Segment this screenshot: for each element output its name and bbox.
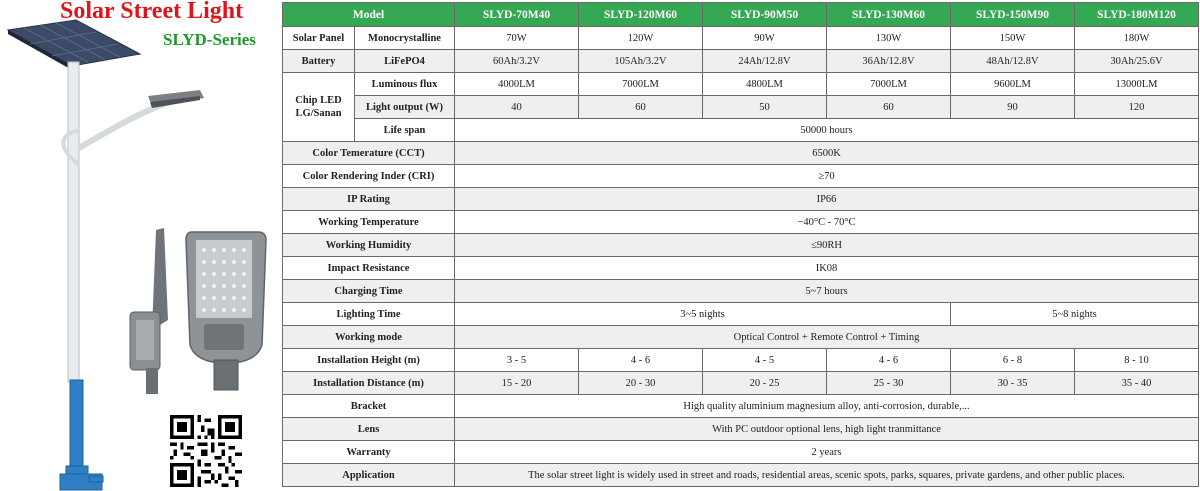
height-value: 8 - 10	[1075, 349, 1199, 372]
cct-value: 6500K	[455, 142, 1199, 165]
row-battery	[283, 50, 1199, 73]
solar-panel-value: 180W	[1075, 27, 1199, 50]
humidity-value: ≤90RH	[455, 234, 1199, 257]
lamp-side-image	[130, 228, 168, 394]
luminous-flux-label: Luminous flux	[355, 73, 455, 96]
row-impact-resistance	[283, 257, 1199, 280]
humidity-label: Working Humidity	[283, 234, 455, 257]
header-model-3: SLYD-90M50	[703, 3, 827, 27]
height-value: 6 - 8	[951, 349, 1075, 372]
luminous-flux-value: 13000LM	[1075, 73, 1199, 96]
row-life-span	[283, 119, 1199, 142]
battery-value: 36Ah/12.8V	[827, 50, 951, 73]
light-output-value: 60	[579, 96, 703, 119]
ip-label: IP Rating	[283, 188, 455, 211]
row-lens	[283, 418, 1199, 441]
header-model-4: SLYD-130M60	[827, 3, 951, 27]
solar-panel-value: 70W	[455, 27, 579, 50]
lighting-value: 3~5 nights	[455, 303, 951, 326]
luminous-flux-value: 4800LM	[703, 73, 827, 96]
battery-value: 105Ah/3.2V	[579, 50, 703, 73]
page-title: Solar Street Light	[60, 0, 244, 24]
light-output-value: 60	[827, 96, 951, 119]
bracket-label: Bracket	[283, 395, 455, 418]
luminous-flux-value: 7000LM	[827, 73, 951, 96]
lamp-front-image	[186, 232, 266, 390]
row-bracket	[283, 395, 1199, 418]
lens-label: Lens	[283, 418, 455, 441]
header-model-2: SLYD-120M60	[579, 3, 703, 27]
impact-label: Impact Resistance	[283, 257, 455, 280]
row-installation-distance	[283, 372, 1199, 395]
row-light-output	[283, 96, 1199, 119]
lighting-label: Lighting Time	[283, 303, 455, 326]
light-output-label: Light output (W)	[355, 96, 455, 119]
battery-value: 24Ah/12.8V	[703, 50, 827, 73]
row-lighting-time	[283, 303, 1199, 326]
temperature-label: Working Temperature	[283, 211, 455, 234]
row-solar-panel	[283, 27, 1199, 50]
row-working-mode	[283, 326, 1199, 349]
cct-label: Color Temerature (CCT)	[283, 142, 455, 165]
header-model-1: SLYD-70M40	[455, 3, 579, 27]
spec-table	[282, 2, 1199, 487]
chip-led-label: Chip LED LG/Sanan	[283, 73, 355, 142]
solar-panel-value: 120W	[579, 27, 703, 50]
cri-label: Color Rendering Inder (CRI)	[283, 165, 455, 188]
charging-value: 5~7 hours	[455, 280, 1199, 303]
working-mode-label: Working mode	[283, 326, 455, 349]
row-warranty	[283, 441, 1199, 464]
battery-value: 48Ah/12.8V	[951, 50, 1075, 73]
height-label: Installation Height (m)	[283, 349, 455, 372]
luminous-flux-value: 9600LM	[951, 73, 1075, 96]
solar-panel-label: Solar Panel	[283, 27, 355, 50]
battery-type: LiFePO4	[355, 50, 455, 73]
height-value: 4 - 6	[827, 349, 951, 372]
light-output-value: 50	[703, 96, 827, 119]
luminous-flux-value: 7000LM	[579, 73, 703, 96]
header-model-6: SLYD-180M120	[1075, 3, 1199, 27]
row-cct	[283, 142, 1199, 165]
distance-value: 20 - 25	[703, 372, 827, 395]
light-output-value: 120	[1075, 96, 1199, 119]
solar-panel-value: 150W	[951, 27, 1075, 50]
distance-value: 30 - 35	[951, 372, 1075, 395]
life-span-value: 50000 hours	[455, 119, 1199, 142]
lighting-value: 5~8 nights	[951, 303, 1199, 326]
life-span-label: Life span	[355, 119, 455, 142]
charging-label: Charging Time	[283, 280, 455, 303]
row-ip-rating	[283, 188, 1199, 211]
battery-value: 60Ah/3.2V	[455, 50, 579, 73]
height-value: 4 - 5	[703, 349, 827, 372]
distance-value: 15 - 20	[455, 372, 579, 395]
luminous-flux-value: 4000LM	[455, 73, 579, 96]
ip-value: IP66	[455, 188, 1199, 211]
lens-value: With PC outdoor optional lens, high light tranmittance	[455, 418, 1199, 441]
battery-value: 30Ah/25.6V	[1075, 50, 1199, 73]
temperature-value: −40°C - 70°C	[455, 211, 1199, 234]
row-application	[283, 464, 1199, 487]
warranty-value: 2 years	[455, 441, 1199, 464]
application-label: Application	[283, 464, 455, 487]
distance-value: 25 - 30	[827, 372, 951, 395]
header-model-5: SLYD-150M90	[951, 3, 1075, 27]
cri-value: ≥70	[455, 165, 1199, 188]
warranty-label: Warranty	[283, 441, 455, 464]
row-working-humidity	[283, 234, 1199, 257]
row-working-temperature	[283, 211, 1199, 234]
table-header-row	[283, 3, 1199, 27]
product-panel	[0, 0, 282, 491]
solar-panel-type: Monocrystalline	[355, 27, 455, 50]
distance-value: 20 - 30	[579, 372, 703, 395]
distance-value: 35 - 40	[1075, 372, 1199, 395]
row-luminous-flux	[283, 73, 1199, 96]
header-model-label: Model	[283, 3, 455, 27]
series-subtitle: SLYD-Series	[163, 30, 256, 49]
height-value: 3 - 5	[455, 349, 579, 372]
solar-panel-value: 130W	[827, 27, 951, 50]
row-charging-time	[283, 280, 1199, 303]
height-value: 4 - 6	[579, 349, 703, 372]
row-installation-height	[283, 349, 1199, 372]
qr-code	[166, 415, 246, 487]
battery-label: Battery	[283, 50, 355, 73]
solar-panel-value: 90W	[703, 27, 827, 50]
light-output-value: 40	[455, 96, 579, 119]
light-output-value: 90	[951, 96, 1075, 119]
impact-value: IK08	[455, 257, 1199, 280]
distance-label: Installation Distance (m)	[283, 372, 455, 395]
row-cri	[283, 165, 1199, 188]
bracket-value: High quality aluminium magnesium alloy, anti-corrosion, durable,...	[455, 395, 1199, 418]
application-value: The solar street light is widely used in street and roads, residential areas, scenic spots, parks, squares, private gardens, and other public places.	[455, 464, 1199, 487]
working-mode-value: Optical Control + Remote Control + Timing	[455, 326, 1199, 349]
